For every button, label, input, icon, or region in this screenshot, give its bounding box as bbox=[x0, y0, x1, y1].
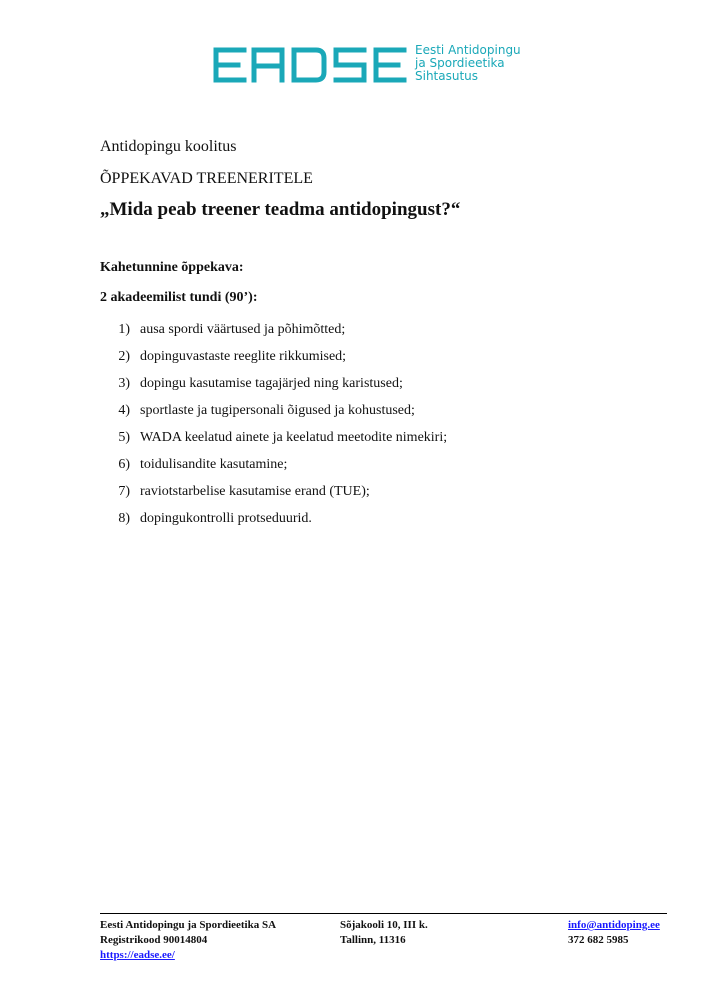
list-item-text: sportlaste ja tugipersonali õigused ja kohustused; bbox=[140, 402, 415, 418]
list-item-number: 3) bbox=[118, 375, 130, 391]
header bbox=[0, 0, 707, 110]
list-item-text: toidulisandite kasutamine; bbox=[140, 456, 288, 472]
list-item-number: 6) bbox=[118, 456, 130, 472]
list-item-text: ausa spordi väärtused ja põhimõtted; bbox=[140, 321, 346, 337]
footer-email-link[interactable]: info@antidoping.ee bbox=[568, 919, 660, 931]
list-item bbox=[100, 451, 447, 478]
footer-phone: 372 682 5985 bbox=[568, 934, 629, 946]
document-subtitle: Antidopingu koolitus bbox=[100, 138, 237, 155]
footer-org-name: Eesti Antidopingu ja Spordieetika SA bbox=[100, 919, 277, 931]
hours-heading: 2 akadeemilist tundi (90’): bbox=[100, 290, 258, 305]
list-item-number: 1) bbox=[118, 321, 130, 337]
list-item-number: 5) bbox=[118, 429, 130, 445]
list-item bbox=[100, 370, 447, 397]
footer-address-block bbox=[340, 918, 428, 948]
list-item-text: raviotstarbelise kasutamise erand (TUE); bbox=[140, 483, 370, 499]
curriculum-heading: Kahetunnine õppekava: bbox=[100, 260, 244, 275]
org-name-line-1: Eesti Antidopingu bbox=[415, 43, 521, 57]
footer-address: Sõjakooli 10, III k. bbox=[340, 919, 428, 931]
org-name bbox=[415, 44, 521, 83]
list-item-number: 8) bbox=[118, 510, 130, 526]
document-title: „Mida peab treener teadma antidopingust?“ bbox=[100, 199, 461, 220]
document-section: ÕPPEKAVAD TREENERITELE bbox=[100, 170, 313, 187]
org-name-line-3: Sihtasutus bbox=[415, 69, 479, 83]
topic-list bbox=[100, 316, 447, 532]
list-item-text: dopingu kasutamise tagajärjed ning karistused; bbox=[140, 375, 403, 391]
list-item bbox=[100, 478, 447, 505]
list-item-text: dopinguvastaste reeglite rikkumised; bbox=[140, 348, 347, 364]
list-item-number: 2) bbox=[118, 348, 130, 364]
org-name-line-2: ja Spordieetika bbox=[415, 56, 505, 70]
list-item bbox=[100, 343, 447, 370]
list-item-number: 4) bbox=[118, 402, 130, 418]
list-item bbox=[100, 316, 447, 343]
list-item-text: WADA keelatud ainete ja keelatud meetodite nimekiri; bbox=[140, 429, 448, 445]
footer-divider bbox=[100, 913, 667, 914]
list-item-number: 7) bbox=[118, 483, 130, 499]
list-item-text: dopingukontrolli protseduurid. bbox=[140, 510, 312, 526]
list-item bbox=[100, 505, 447, 532]
footer-website-link[interactable]: https://eadse.ee/ bbox=[100, 949, 175, 961]
eadse-logo bbox=[210, 44, 410, 86]
footer-contact-block bbox=[568, 918, 660, 948]
footer-org-block bbox=[100, 918, 276, 963]
list-item bbox=[100, 424, 447, 451]
footer-city: Tallinn, 11316 bbox=[340, 934, 406, 946]
footer-reg-code: Registrikood 90014804 bbox=[100, 934, 208, 946]
list-item bbox=[100, 397, 447, 424]
